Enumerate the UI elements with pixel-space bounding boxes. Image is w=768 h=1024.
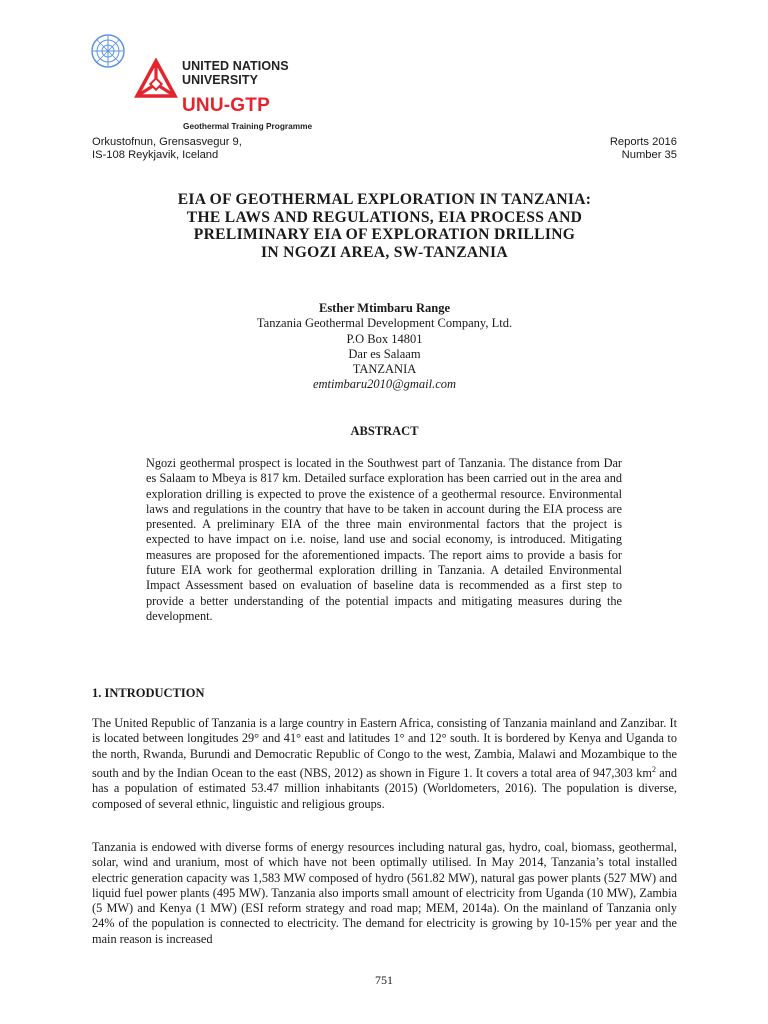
author-affiliation: Tanzania Geothermal Development Company, Ltd.: [256, 316, 513, 331]
section-heading-introduction: 1. INTRODUCTION: [92, 686, 205, 700]
title-line: THE LAWS AND REGULATIONS, EIA PROCESS AND: [186, 208, 583, 226]
author-city: Dar es Salaam: [348, 346, 421, 361]
author-po-box: P.O Box 14801: [346, 331, 423, 346]
abstract-text: Ngozi geothermal prospect is located in the Southwest part of Tanzania. The distance from Dar es Salaam to Mbeya is 817 km. Detailed surface exploration has been carried out in the area and exploration drilling is expected to prove the existence of a geothermal resource. Environmental laws and regulations in the country that have to be taken in account during the EIA process are presented. A preliminary EIA of the three main environmental factors that the project is expected to have impact on i.e. noise, land use and social economy, is introduced. Mitigating measures are proposed for the aforementioned impacts. The report aims to provide a basis for future EIA work for geothermal exploration drilling in Tanzania. A detailed Environmental Impact Assessment based on evaluation of baseline data is recommended as a first step to provide a better understanding of the potential impacts and mitigating measures during the development.: [146, 456, 622, 623]
report-year: Reports 2016: [609, 136, 677, 148]
intro-paragraph-2: Tanzania is endowed with diverse forms of energy resources including natural gas, hydro, coal, biomass, geothermal, solar, wind and uranium, most of which have not been optimally utilised. In May 2014, Tanzania’s total installed electric generation capacity was 1,583 MW composed of hydro (561.82 MW), natural gas power plants (527 MW) and liquid fuel power plants (495 MW). Tanzania also imports small amount of electricity from Uganda (10 MW), Zambia (5 MW) and Kenya (1 MW) (ESI reform strategy and road map; MEM, 2014a). On the mainland of Tanzania only 24% of the population is connected to electricity. The demand for electricity is growing by 10-15% per year and the main reason is increased: [92, 840, 677, 946]
unu-gtp-logo: [88, 30, 318, 134]
title-line: EIA OF GEOTHERMAL EXPLORATION IN TANZANIA:: [177, 191, 592, 208]
page-number: 751: [375, 973, 393, 987]
author-country: TANZANIA: [352, 362, 417, 377]
paper-title: [92, 191, 677, 261]
author-name: Esther Mtimbaru Range: [318, 301, 450, 315]
program-name: UNU-GTP: [182, 95, 270, 116]
title-line: IN NGOZI AREA, SW-TANZANIA: [261, 243, 508, 261]
author-email[interactable]: emtimbaru2010@gmail.com: [312, 377, 457, 392]
header-report-info: [610, 136, 677, 162]
report-number: Number 35: [621, 149, 677, 161]
author-block: [92, 301, 677, 393]
title-line: PRELIMINARY EIA OF EXPLORATION DRILLING: [193, 226, 576, 243]
program-subtitle: Geothermal Training Programme: [183, 121, 313, 131]
abstract-heading: ABSTRACT: [350, 424, 419, 438]
un-emblem-icon: [90, 33, 126, 69]
superscript-2: 2: [651, 764, 656, 774]
address-line: Orkustofnun, Grensasvegur 9,: [92, 136, 242, 148]
unu-triangle-icon: [134, 58, 178, 102]
header-address: [92, 136, 242, 162]
un-university-name: UNITED NATIONS UNIVERSITY: [182, 59, 289, 87]
intro-paragraph-1: The United Republic of Tanzania is a large country in Eastern Africa, consisting of Tanzania mainland and Zanzibar. It is located between longitudes 29° and 41° east and latitudes 1° and 12° south. It is bordered by Kenya and Uganda to the north, Rwanda, Burundi and Democratic Republic of Congo to the west, Zambia, Malawi and Mozambique to the south and by the Indian Ocean to the east (NBS, 2012) as shown in Figure 1. It covers a total area of 947,303 $km^2$ and has a population of estimated 53.47 million inhabitants (2015) (Worldometers, 2016). The population is diverse, composed of several ethnic, linguistic and religious groups.: [92, 716, 677, 811]
address-line: IS-108 Reykjavik, Iceland: [92, 149, 219, 161]
